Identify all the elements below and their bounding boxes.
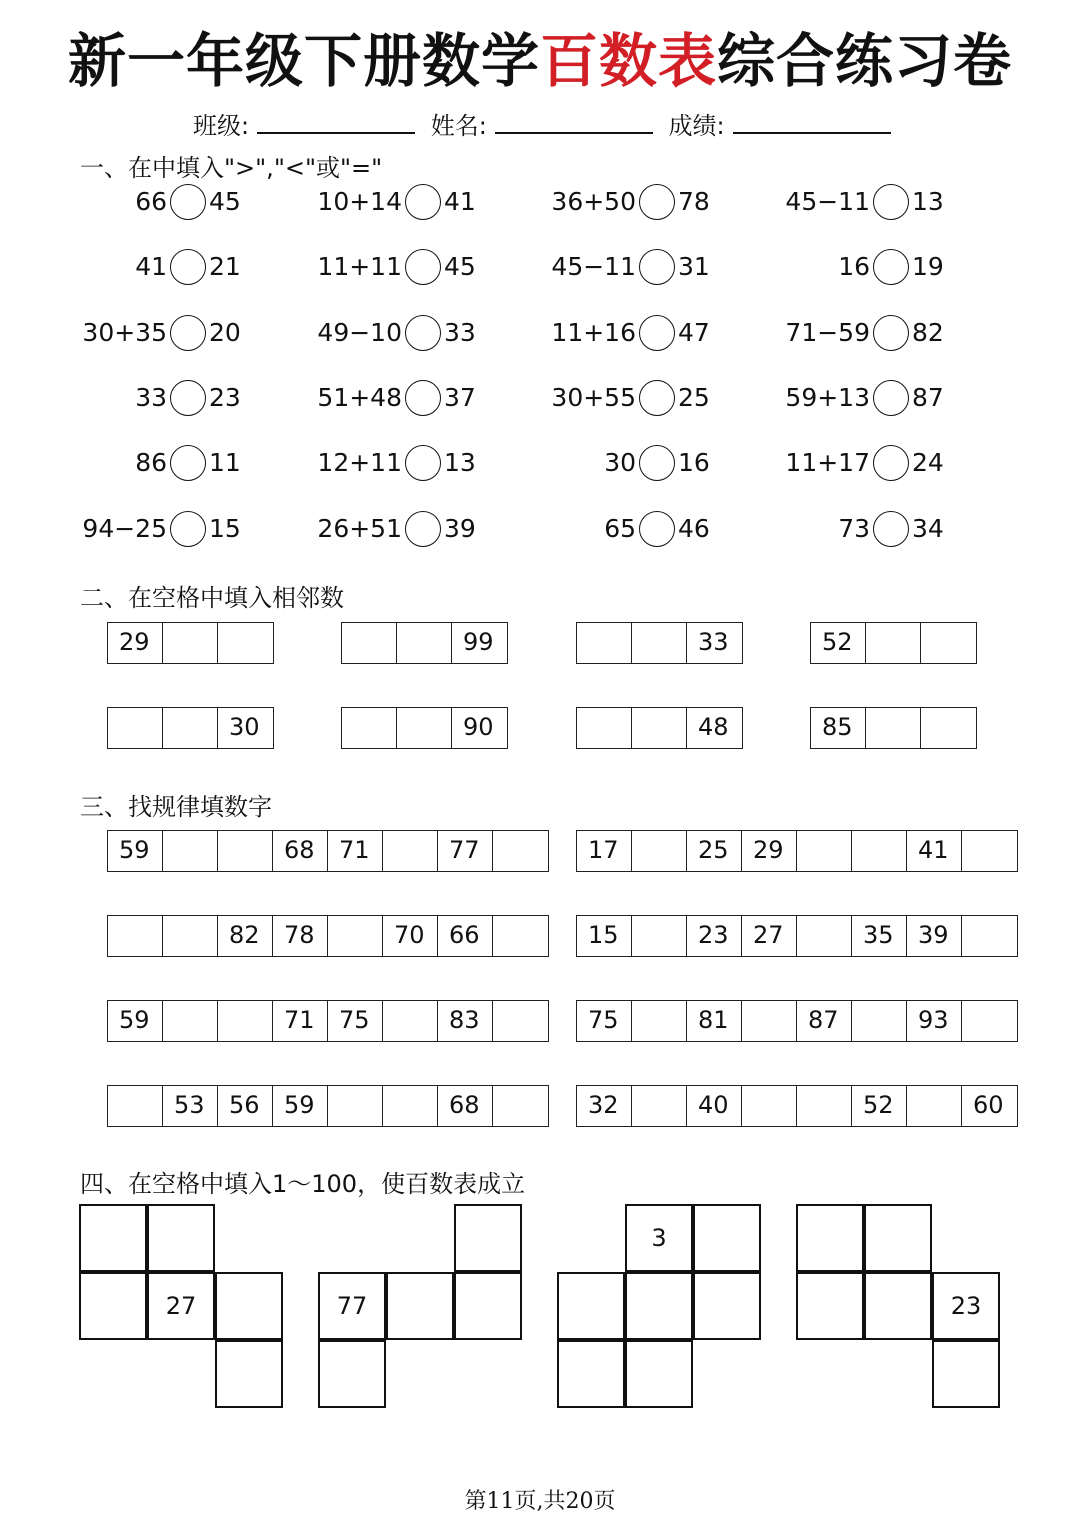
pattern-number: 25 — [687, 831, 742, 871]
compare-left-expression: 71−59 — [785, 318, 870, 347]
compare-right-value: 87 — [912, 383, 944, 412]
chart-blank[interactable] — [557, 1340, 625, 1408]
pattern-number: 81 — [687, 1001, 742, 1041]
chart-blank[interactable] — [693, 1204, 761, 1272]
compare-answer-circle[interactable] — [639, 184, 675, 220]
chart-blank[interactable] — [864, 1204, 932, 1272]
compare-answer-circle[interactable] — [170, 380, 206, 416]
neighbor-blank[interactable] — [577, 623, 632, 663]
neighbor-strip — [810, 707, 977, 749]
pattern-blank[interactable] — [742, 1001, 797, 1041]
pattern-number: 39 — [907, 916, 962, 956]
neighbor-strip — [341, 707, 508, 749]
neighbor-blank[interactable] — [397, 623, 452, 663]
chart-blank[interactable] — [318, 1340, 386, 1408]
chart-number: 77 — [318, 1272, 386, 1340]
neighbor-strip — [341, 622, 508, 664]
chart-blank[interactable] — [864, 1272, 932, 1340]
neighbor-strip — [576, 707, 743, 749]
compare-right-value: 13 — [912, 187, 944, 216]
compare-left-expression: 94−25 — [82, 514, 167, 543]
compare-right-value: 47 — [678, 318, 710, 347]
compare-answer-circle[interactable] — [405, 445, 441, 481]
pattern-blank[interactable] — [493, 916, 548, 956]
compare-right-value: 20 — [209, 318, 241, 347]
class-field[interactable] — [257, 110, 415, 134]
pattern-strip — [107, 830, 549, 872]
neighbor-blank[interactable] — [163, 623, 218, 663]
compare-left-expression: 30+55 — [551, 383, 636, 412]
page-footer: 第11页,共20页 — [464, 1489, 616, 1514]
compare-left-expression: 45−11 — [551, 252, 636, 281]
compare-answer-circle[interactable] — [639, 380, 675, 416]
pattern-number: 23 — [687, 916, 742, 956]
pattern-strip — [576, 830, 1018, 872]
chart-blank[interactable] — [454, 1272, 522, 1340]
compare-answer-circle[interactable] — [873, 445, 909, 481]
pattern-blank[interactable] — [493, 1086, 548, 1126]
pattern-blank[interactable] — [108, 1086, 163, 1126]
compare-right-value: 24 — [912, 448, 944, 477]
pattern-number: 15 — [577, 916, 632, 956]
compare-right-value: 82 — [912, 318, 944, 347]
pattern-strip — [107, 1000, 549, 1042]
pattern-number: 59 — [108, 831, 163, 871]
compare-answer-circle[interactable] — [873, 249, 909, 285]
compare-right-value: 23 — [209, 383, 241, 412]
pattern-blank[interactable] — [383, 1001, 438, 1041]
pattern-blank[interactable] — [328, 916, 383, 956]
score-field[interactable] — [733, 110, 891, 134]
chart-number: 23 — [932, 1272, 1000, 1340]
compare-right-value: 25 — [678, 383, 710, 412]
chart-blank[interactable] — [79, 1204, 147, 1272]
pattern-number: 59 — [108, 1001, 163, 1041]
pattern-blank[interactable] — [383, 831, 438, 871]
pattern-strip — [576, 1085, 1018, 1127]
chart-blank[interactable] — [79, 1272, 147, 1340]
pattern-strip — [107, 915, 549, 957]
section-4-heading: 四、在空格中填入1～100，使百数表成立 — [80, 1170, 526, 1198]
neighbor-number: 90 — [463, 713, 494, 741]
neighbor-blank[interactable] — [108, 708, 163, 748]
pattern-number: 17 — [577, 831, 632, 871]
compare-right-value: 34 — [912, 514, 944, 543]
pattern-blank[interactable] — [962, 916, 1017, 956]
pattern-blank[interactable] — [852, 831, 907, 871]
chart-blank[interactable] — [693, 1272, 761, 1340]
neighbor-blank[interactable] — [342, 708, 397, 748]
pattern-blank[interactable] — [632, 916, 687, 956]
compare-right-value: 13 — [444, 448, 476, 477]
pattern-blank[interactable] — [797, 831, 852, 871]
chart-blank[interactable] — [932, 1340, 1000, 1408]
name-field[interactable] — [495, 110, 653, 134]
compare-answer-circle[interactable] — [405, 315, 441, 351]
compare-answer-circle[interactable] — [405, 249, 441, 285]
neighbor-blank[interactable] — [866, 708, 921, 748]
pattern-blank[interactable] — [328, 1086, 383, 1126]
pattern-number: 29 — [742, 831, 797, 871]
compare-left-expression: 33 — [135, 383, 167, 412]
neighbor-blank[interactable] — [866, 623, 921, 663]
pattern-blank[interactable] — [163, 831, 218, 871]
neighbor-blank[interactable] — [342, 623, 397, 663]
compare-left-expression: 49−10 — [317, 318, 402, 347]
neighbor-number: 99 — [463, 628, 494, 656]
pattern-blank[interactable] — [163, 916, 218, 956]
pattern-number: 27 — [742, 916, 797, 956]
pattern-number: 78 — [273, 916, 328, 956]
pattern-number: 71 — [273, 1001, 328, 1041]
pattern-number: 66 — [438, 916, 493, 956]
pattern-number: 56 — [218, 1086, 273, 1126]
pattern-number: 41 — [907, 831, 962, 871]
section-2-heading: 二、在空格中填入相邻数 — [80, 584, 344, 612]
pattern-number: 32 — [577, 1086, 632, 1126]
compare-answer-circle[interactable] — [873, 380, 909, 416]
compare-left-expression: 86 — [135, 448, 167, 477]
compare-right-value: 31 — [678, 252, 710, 281]
compare-left-expression: 11+16 — [551, 318, 636, 347]
neighbor-blank[interactable] — [632, 708, 687, 748]
neighbor-strip — [576, 622, 743, 664]
compare-right-value: 78 — [678, 187, 710, 216]
compare-answer-circle[interactable] — [873, 315, 909, 351]
compare-answer-circle[interactable] — [873, 184, 909, 220]
pattern-blank[interactable] — [108, 916, 163, 956]
pattern-blank[interactable] — [493, 1001, 548, 1041]
neighbor-blank[interactable] — [632, 623, 687, 663]
pattern-strip — [576, 915, 1018, 957]
neighbor-blank[interactable] — [577, 708, 632, 748]
pattern-number: 40 — [687, 1086, 742, 1126]
compare-left-expression: 66 — [135, 187, 167, 216]
neighbor-number: 33 — [698, 628, 729, 656]
compare-left-expression: 12+11 — [317, 448, 402, 477]
compare-right-value: 41 — [444, 187, 476, 216]
class-label: 班级: — [193, 112, 250, 140]
compare-answer-circle[interactable] — [405, 511, 441, 547]
compare-left-expression: 11+17 — [785, 448, 870, 477]
compare-right-value: 16 — [678, 448, 710, 477]
title-highlight: 百数表 — [539, 27, 717, 95]
neighbor-number: 52 — [811, 623, 866, 663]
compare-left-expression: 10+14 — [317, 187, 402, 216]
pattern-number: 71 — [328, 831, 383, 871]
pattern-number: 75 — [328, 1001, 383, 1041]
chart-blank[interactable] — [147, 1204, 215, 1272]
pattern-number: 68 — [438, 1086, 493, 1126]
pattern-number: 83 — [438, 1001, 493, 1041]
score-label: 成绩: — [668, 112, 725, 140]
pattern-blank[interactable] — [962, 831, 1017, 871]
compare-answer-circle[interactable] — [873, 511, 909, 547]
neighbor-blank[interactable] — [921, 623, 976, 663]
neighbor-number: 85 — [811, 708, 866, 748]
compare-right-value: 19 — [912, 252, 944, 281]
compare-answer-circle[interactable] — [170, 315, 206, 351]
compare-right-value: 11 — [209, 448, 241, 477]
neighbor-strip — [107, 622, 274, 664]
pattern-number: 70 — [383, 916, 438, 956]
neighbor-blank[interactable] — [397, 708, 452, 748]
pattern-blank[interactable] — [962, 1001, 1017, 1041]
chart-blank[interactable] — [386, 1272, 454, 1340]
pattern-blank[interactable] — [163, 1001, 218, 1041]
pattern-number: 75 — [577, 1001, 632, 1041]
chart-blank[interactable] — [796, 1204, 864, 1272]
pattern-blank[interactable] — [632, 1001, 687, 1041]
pattern-number: 68 — [273, 831, 328, 871]
neighbor-blank[interactable] — [921, 708, 976, 748]
chart-blank[interactable] — [796, 1272, 864, 1340]
neighbor-blank[interactable] — [163, 708, 218, 748]
chart-blank[interactable] — [625, 1340, 693, 1408]
chart-number: 3 — [625, 1204, 693, 1272]
compare-left-expression: 26+51 — [317, 514, 402, 543]
compare-left-expression: 59+13 — [785, 383, 870, 412]
pattern-number: 60 — [973, 1091, 1004, 1119]
name-label: 姓名: — [430, 112, 487, 140]
compare-left-expression: 73 — [838, 514, 870, 543]
compare-right-value: 21 — [209, 252, 241, 281]
pattern-blank[interactable] — [797, 1086, 852, 1126]
pattern-number: 53 — [163, 1086, 218, 1126]
compare-left-expression: 36+50 — [551, 187, 636, 216]
neighbor-blank[interactable] — [218, 623, 273, 663]
chart-blank[interactable] — [215, 1340, 283, 1408]
chart-number: 27 — [147, 1272, 215, 1340]
pattern-blank[interactable] — [907, 1086, 962, 1126]
neighbor-number: 29 — [108, 623, 163, 663]
compare-left-expression: 30 — [604, 448, 636, 477]
compare-left-expression: 51+48 — [317, 383, 402, 412]
pattern-number: 82 — [218, 916, 273, 956]
compare-answer-circle[interactable] — [405, 184, 441, 220]
compare-left-expression: 30+35 — [82, 318, 167, 347]
compare-answer-circle[interactable] — [170, 511, 206, 547]
pattern-blank[interactable] — [852, 1001, 907, 1041]
compare-answer-circle[interactable] — [405, 380, 441, 416]
pattern-blank[interactable] — [218, 831, 273, 871]
compare-right-value: 45 — [209, 187, 241, 216]
neighbor-strip — [810, 622, 977, 664]
compare-answer-circle[interactable] — [170, 445, 206, 481]
pattern-number: 35 — [852, 916, 907, 956]
pattern-number: 93 — [907, 1001, 962, 1041]
compare-right-value: 46 — [678, 514, 710, 543]
neighbor-number: 48 — [698, 713, 729, 741]
pattern-blank[interactable] — [632, 1086, 687, 1126]
compare-left-expression: 45−11 — [785, 187, 870, 216]
chart-blank[interactable] — [454, 1204, 522, 1272]
pattern-blank[interactable] — [797, 916, 852, 956]
compare-right-value: 37 — [444, 383, 476, 412]
compare-left-expression: 65 — [604, 514, 636, 543]
info-row — [193, 106, 891, 141]
compare-answer-circle[interactable] — [639, 249, 675, 285]
compare-right-value: 33 — [444, 318, 476, 347]
pattern-blank[interactable] — [742, 1086, 797, 1126]
chart-blank[interactable] — [557, 1272, 625, 1340]
compare-answer-circle[interactable] — [639, 445, 675, 481]
compare-right-value: 15 — [209, 514, 241, 543]
chart-blank[interactable] — [625, 1272, 693, 1340]
pattern-blank[interactable] — [632, 831, 687, 871]
compare-right-value: 45 — [444, 252, 476, 281]
pattern-number: 59 — [273, 1086, 328, 1126]
neighbor-strip — [107, 707, 274, 749]
pattern-blank[interactable] — [493, 831, 548, 871]
section-1-heading: 一、在中填入">","<"或"=" — [80, 154, 383, 182]
neighbor-number: 30 — [229, 713, 260, 741]
compare-left-expression: 41 — [135, 252, 167, 281]
compare-answer-circle[interactable] — [170, 249, 206, 285]
compare-left-expression: 16 — [838, 252, 870, 281]
pattern-number: 52 — [852, 1086, 907, 1126]
compare-answer-circle[interactable] — [639, 511, 675, 547]
pattern-blank[interactable] — [218, 1001, 273, 1041]
pattern-number: 87 — [797, 1001, 852, 1041]
compare-answer-circle[interactable] — [170, 184, 206, 220]
section-3-heading: 三、找规律填数字 — [80, 793, 272, 821]
pattern-strip — [107, 1085, 549, 1127]
page-title: 新一年级下册数学百数表综合练习卷 — [67, 27, 1013, 95]
compare-right-value: 39 — [444, 514, 476, 543]
pattern-strip — [576, 1000, 1018, 1042]
compare-left-expression: 11+11 — [317, 252, 402, 281]
compare-answer-circle[interactable] — [639, 315, 675, 351]
pattern-number: 77 — [438, 831, 493, 871]
pattern-blank[interactable] — [383, 1086, 438, 1126]
chart-blank[interactable] — [215, 1272, 283, 1340]
